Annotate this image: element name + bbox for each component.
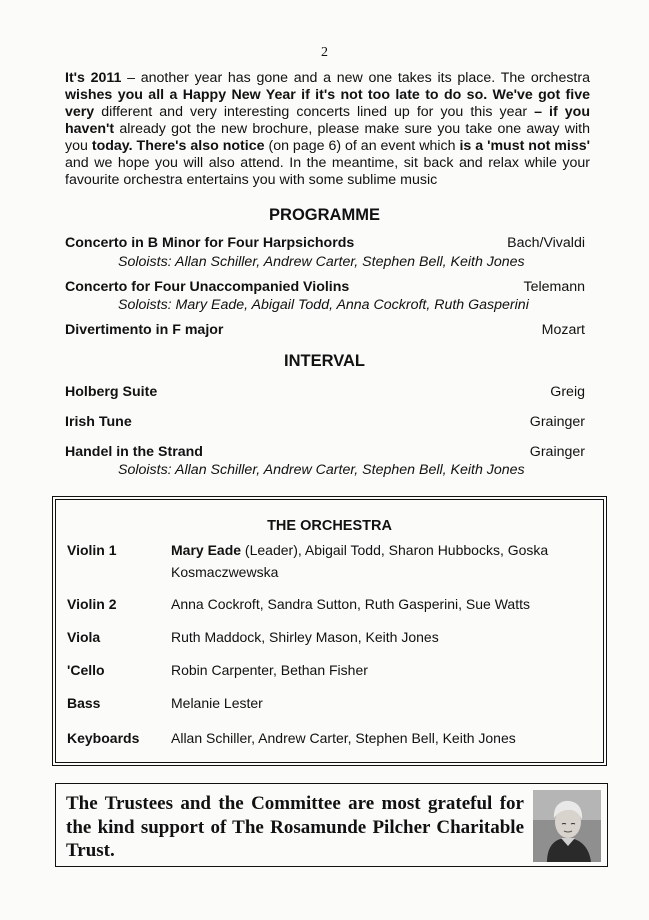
section-members: Anna Cockroft, Sandra Sutton, Ruth Gasperini, Sue Watts: [171, 596, 530, 612]
trust-acknowledgement: The Trustees and the Committee are most grateful for the kind support of The Rosamunde Pilcher Charitable Trust.: [66, 793, 524, 861]
intro-text: – another year has gone and a new one takes its place. The orchestra: [121, 70, 590, 86]
intro-paragraph: [65, 70, 590, 189]
section-members: Allan Schiller, Andrew Carter, Stephen Bell, Keith Jones: [171, 730, 516, 746]
intro-wishes: wishes you all a Happy New Year if it's not too late to do so. We've got five very: [65, 87, 590, 120]
work-title: Concerto in B Minor for Four Harpsichords: [65, 235, 355, 251]
intro-text: and we hope you will also attend. In the meantime, sit back and relax while your favourite orchestra entertains you with some sublime music: [65, 155, 590, 188]
page-number: 2: [321, 45, 328, 60]
section-name: Viola: [67, 629, 101, 645]
programme-item: [65, 444, 585, 460]
intro-text: different and very interesting concerts lined up for you this year: [94, 104, 535, 120]
intro-brochure: – if you haven't: [65, 104, 590, 137]
programme-heading: PROGRAMME: [269, 206, 380, 224]
members-text: (Leader), Abigail Todd, Sharon Hubbocks, Goska Kosmaczwewska: [171, 542, 549, 580]
programme-item: [65, 414, 585, 430]
work-title: Irish Tune: [65, 414, 132, 430]
work-title: Holberg Suite: [65, 384, 158, 400]
section-members: Melanie Lester: [171, 695, 263, 711]
intro-must-not-miss: is a 'must not miss': [459, 138, 591, 154]
composer: Greig: [550, 384, 585, 400]
programme-item: [65, 279, 585, 295]
section-members: Ruth Maddock, Shirley Mason, Keith Jones: [171, 629, 439, 645]
interval-heading: INTERVAL: [284, 352, 365, 370]
section-name: Violin 1: [67, 542, 117, 558]
orchestra-title: THE ORCHESTRA: [267, 518, 392, 534]
soloists: Soloists: Mary Eade, Abigail Todd, Anna Cockroft, Ruth Gasperini: [118, 297, 529, 313]
intro-year: It's 2011: [65, 70, 122, 86]
section-name: Bass: [67, 695, 101, 711]
work-title: Handel in the Strand: [65, 444, 203, 460]
section-name: 'Cello: [67, 662, 105, 678]
composer: Grainger: [529, 444, 585, 460]
soloists: Soloists: Allan Schiller, Andrew Carter, Stephen Bell, Keith Jones: [118, 462, 525, 478]
section-name: Keyboards: [67, 730, 140, 746]
composer: Bach/Vivaldi: [507, 235, 585, 251]
section-name: Violin 2: [67, 596, 117, 612]
soloists: Soloists: Allan Schiller, Andrew Carter, Stephen Bell, Keith Jones: [118, 254, 525, 270]
portrait-photo: [533, 790, 601, 862]
programme-item: [65, 384, 585, 400]
section-members: Robin Carpenter, Bethan Fisher: [171, 662, 368, 678]
intro-text: already got the new brochure, please make sure you take one away with you: [65, 121, 590, 154]
programme-item: [65, 322, 585, 338]
leader-name: Mary Eade: [171, 542, 242, 558]
work-title: Concerto for Four Unaccompanied Violins: [65, 279, 350, 295]
composer: Mozart: [541, 322, 585, 338]
programme-item: [65, 235, 585, 251]
section-members: [171, 539, 581, 583]
intro-text: (on page 6) of an event which: [264, 138, 460, 154]
work-title: Divertimento in F major: [65, 322, 224, 338]
intro-notice: today. There's also notice: [91, 138, 265, 154]
composer: Telemann: [523, 279, 585, 295]
composer: Grainger: [529, 414, 585, 430]
